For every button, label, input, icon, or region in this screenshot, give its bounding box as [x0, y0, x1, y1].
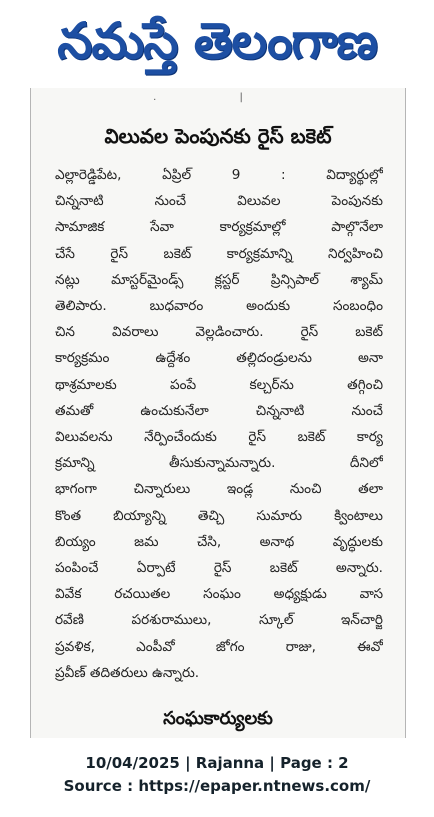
body-line: కార్యక్రమం ఉద్దేశం తల్లిదండ్రులను అనా — [55, 350, 383, 367]
article-clipping — [30, 88, 406, 738]
article-body — [55, 162, 383, 686]
body-line: బియ్యం జమ చేసి, అనాథ వృద్ధులకు — [55, 533, 383, 550]
body-line: సామాజిక సేవా కార్యక్రమాల్లో పాల్గొనేలా — [55, 219, 383, 236]
body-line: థాశ్రమాలకు పంపే కల్చర్‌ను తగ్గించి — [55, 376, 383, 393]
body-line: నట్లు మాస్టర్‌మైండ్స్ క్లస్టర్ ప్రిన్సిపాల్ శ్యామ్ — [55, 271, 383, 288]
page-footer — [0, 752, 434, 798]
body-line: వివేక రచయితల సంఘం అధ్యక్షుడు వాస — [55, 586, 383, 603]
newspaper-masthead — [0, 0, 434, 82]
body-line: విలువలను నేర్పించేందుకు రైస్ బకెట్ కార్య — [55, 429, 383, 446]
body-line: తెలిపారు. బుధవారం అందుకు సంబంధిం — [55, 298, 383, 315]
body-line: కొంత బియ్యాన్ని తెచ్చి సుమారు క్వింటాలు — [55, 507, 383, 524]
article-headline: విలువల పెంపునకు రైస్ బకెట్ — [104, 124, 332, 148]
body-line: ప్రవళిక, ఎంపీవో జోగం రాజు, ఈవో — [55, 638, 383, 655]
next-article-headline: సంఘకార్యులకు — [163, 708, 273, 729]
body-line: తమతో ఉంచుకునేలా చిన్ననాటి నుంచే — [55, 402, 383, 419]
footer-date-edition: 10/04/2025 | Rajanna | Page : 2 — [85, 754, 349, 772]
body-line: ఎల్లారెడ్డిపేట, ఏప్రిల్ 9 : విద్యార్థుల్లో — [55, 167, 383, 183]
body-line: భాగంగా చిన్నారులు ఇండ్ల నుంచి తలా — [55, 481, 383, 498]
body-line: ప్రవీణ్ తదితరులు ఉన్నారు. — [55, 664, 200, 681]
body-line: చిన వివరాలు వెల్లడించారు. రైస్ బకెట్ — [55, 324, 383, 341]
body-line: చేసే రైస్ బకెట్ కార్యక్రమాన్ని నిర్వహించి — [55, 245, 383, 262]
footer-source: Source : https://epaper.ntnews.com/ — [63, 777, 371, 795]
clipping-top-fragment: . | — [153, 92, 283, 103]
body-line: రవేణి పరశురాములు, స్కూల్ ఇన్‌చార్జి — [55, 612, 383, 629]
body-line: చిన్ననాటి నుంచే విలువల పెంపునకు — [55, 193, 383, 210]
body-line: క్రమాన్ని తీసుకున్నామన్నారు. దీనిలో — [55, 455, 383, 472]
masthead-title: నమస్తే తెలంగాణ — [57, 12, 377, 70]
body-line: పంపించే ఏర్పాటే రైస్ బకెట్ అన్నారు. — [55, 560, 383, 577]
